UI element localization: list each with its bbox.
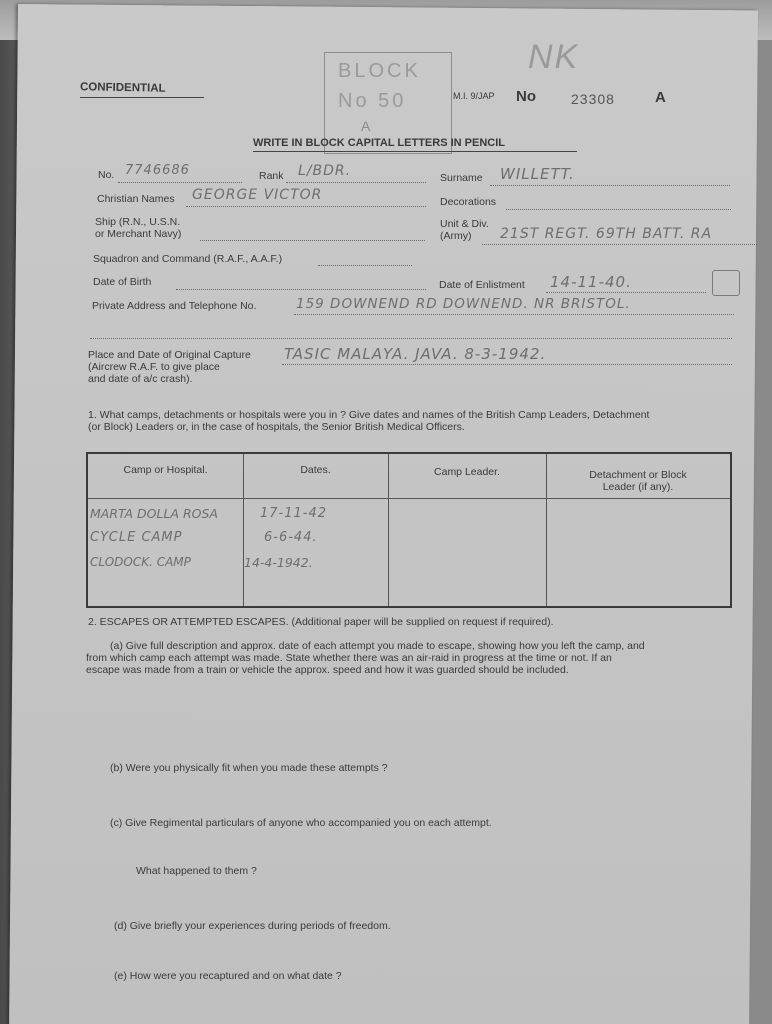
stamp-line-1: BLOCK — [338, 60, 421, 82]
confidential-underline — [80, 97, 204, 98]
question-2e: (e) How were you recaptured and on what date ? — [114, 970, 342, 982]
question-2d: (d) Give briefly your experiences during periods of freedom. — [114, 920, 391, 932]
decorations-label: Decorations — [440, 196, 497, 208]
rank-label: Rank — [259, 170, 284, 182]
question-2-title: 2. ESCAPES OR ATTEMPTED ESCAPES. (Additional paper will be supplied on request if required). — [88, 616, 554, 628]
unit-label: Unit & Div. (Army) — [440, 218, 489, 242]
surname-label: Surname — [440, 172, 483, 184]
form-reference: M.I. 9/JAP — [453, 91, 495, 101]
question-2c: (c) Give Regimental particulars of anyone who accompanied you on each attempt. — [110, 817, 492, 829]
table-row-1-dates: 17-11-42 — [260, 506, 328, 521]
form-number-label: No — [516, 88, 536, 105]
no-label: No. — [98, 169, 115, 181]
question-1: 1. What camps, detachments or hospitals were you in ? Give dates and names of the British Camp Leaders, Detachment (or Block) Leaders or, in the case of hospitals, the Senior British Medical Officers. — [88, 409, 650, 433]
header-camp-or-hospital: Camp or Hospital. — [123, 464, 208, 476]
instruction-heading: WRITE IN BLOCK CAPITAL LETTERS IN PENCIL — [253, 137, 505, 149]
squadron-label: Squadron and Command (R.A.F., A.A.F.) — [93, 253, 283, 265]
table-row-1-camp: MARTA DOLLA ROSA — [90, 506, 218, 521]
no-value: 7746686 — [125, 163, 190, 178]
christian-names-label: Christian Names — [97, 193, 175, 205]
table-row-2-dates: 6-6-44. — [264, 530, 318, 545]
paper-clip-mark — [712, 270, 740, 296]
question-2b: (b) Were you physically fit when you made these attempts ? — [110, 762, 388, 774]
date-of-enlistment-label: Date of Enlistment — [439, 279, 525, 291]
date-of-birth-label: Date of Birth — [93, 276, 152, 288]
capture-label: Place and Date of Original Capture (Aircrew R.A.F. to give place and date of a/c crash). — [88, 349, 251, 385]
camps-table — [86, 452, 732, 608]
stamp-mark: A — [361, 118, 371, 134]
question-2a: (a) Give full description and approx. date of each attempt you made to escape, showing how you left the camp, and from which camp each attempt was made. State whether there was an air-raid in progress at the time or not. If an escape was made from a train or vehicle the approx. speed and how it was guarded should be included. — [86, 640, 645, 676]
header-dates: Dates. — [300, 464, 331, 476]
table-row-3-dates: 14-4-1942. — [244, 555, 313, 570]
question-2c-followup: What happened to them ? — [136, 865, 257, 877]
pencil-mark: NK — [528, 38, 580, 76]
form-number: 23308 — [571, 91, 615, 107]
address-value: 159 DOWNEND RD DOWNEND. NR BRISTOL. — [296, 296, 631, 312]
date-of-enlistment-value: 14-11-40. — [550, 273, 632, 291]
table-row-3-camp: CLODOCK. CAMP — [90, 555, 191, 569]
address-label: Private Address and Telephone No. — [92, 300, 257, 312]
surname-value: WILLETT. — [500, 165, 575, 183]
christian-names-value: GEORGE VICTOR — [192, 187, 323, 203]
capture-value: TASIC MALAYA. JAVA. 8-3-1942. — [284, 345, 547, 363]
form-suffix: A — [655, 89, 666, 106]
unit-value: 21ST REGT. 69TH BATT. RA — [500, 226, 713, 242]
ship-label: Ship (R.N., U.S.N. or Merchant Navy) — [95, 216, 182, 240]
table-row-2-camp: CYCLE CAMP — [90, 530, 183, 545]
header-camp-leader: Camp Leader. — [434, 466, 500, 478]
header-detachment-leader: Detachment or Block Leader (if any). — [589, 469, 687, 493]
stamp-line-2: No 50 — [338, 90, 407, 112]
rank-value: L/BDR. — [298, 163, 352, 179]
instruction-underline — [253, 151, 577, 152]
confidential-label: CONFIDENTIAL — [79, 81, 166, 95]
